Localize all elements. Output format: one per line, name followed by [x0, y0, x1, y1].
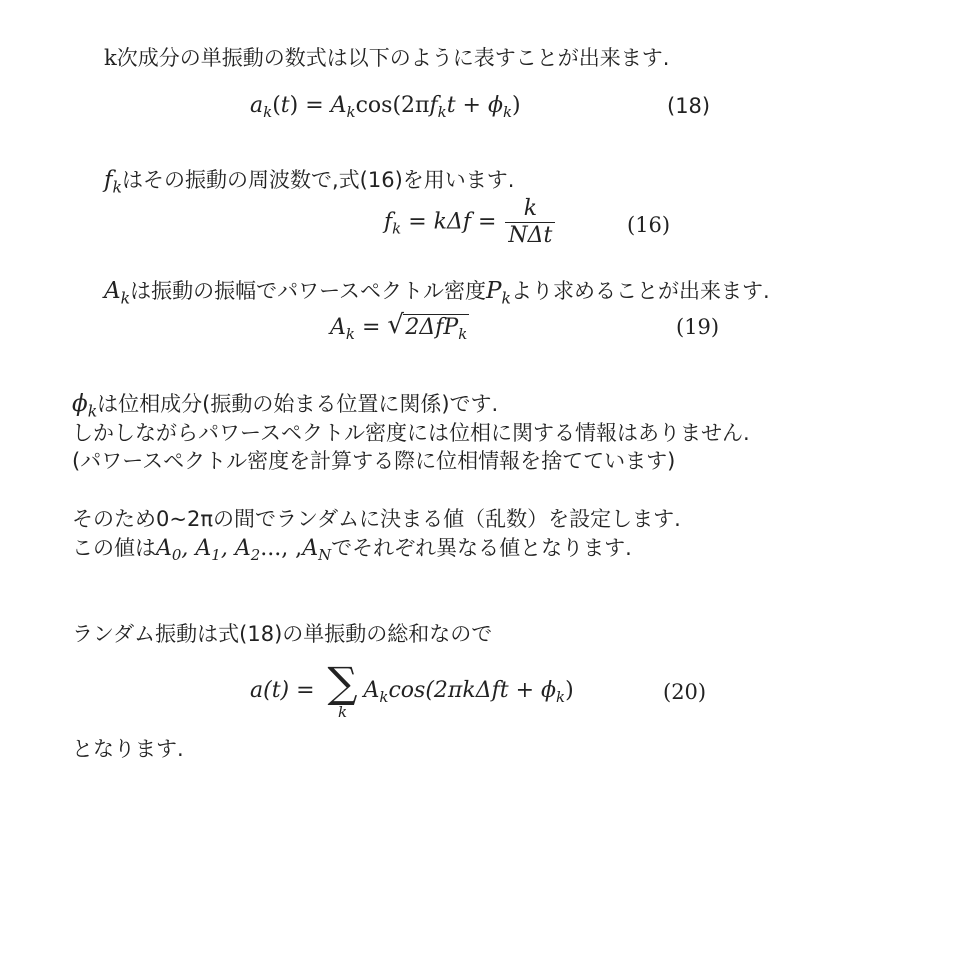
phase-line-1 [72, 390, 499, 421]
phi-k-symbol [72, 391, 98, 421]
eq20-phi-sub: k [556, 688, 566, 707]
eq18-phi: ϕ [487, 93, 503, 118]
eq19-A: A [330, 315, 346, 340]
list-A2: A [234, 536, 251, 561]
phase-line-2: しかしながらパワースペクトル密度には位相に関する情報はありません. [72, 421, 750, 445]
A-k-symbol [104, 278, 131, 308]
P-k-symbol [486, 278, 511, 308]
eq20-lhs: a(t) = [250, 678, 322, 703]
eq18-f: f [429, 93, 438, 118]
eq16-numerator: k [505, 196, 555, 223]
equation-20-label: (20) [663, 680, 707, 704]
equation-19-label: (19) [676, 315, 720, 339]
list-sub-N: N [318, 546, 332, 565]
list-A0: A [156, 536, 172, 561]
eq18-A: A [330, 93, 347, 118]
eq18-t: t [280, 93, 290, 118]
list-AN: A [302, 536, 319, 561]
equation-16 [384, 196, 557, 249]
list-sub-0: 0 [171, 546, 182, 565]
P-sub: k [501, 288, 511, 308]
equation-18-label: (18) [667, 94, 711, 118]
intro-sentence [104, 44, 669, 72]
eq19-P: P [443, 315, 459, 340]
eq16-mid: = kΔf = [401, 209, 504, 235]
intro-text: 次成分の単振動の数式は以下のように表すことが出来ます. [116, 46, 670, 70]
f-k-symbol [104, 167, 122, 197]
eq18-phi-sub: k [502, 103, 513, 122]
equation-19 [330, 310, 469, 344]
eq16-denominator: NΔt [508, 223, 553, 248]
list-sub-1: 1 [211, 546, 221, 565]
sum-index: k [337, 703, 348, 721]
frequency-sentence [104, 166, 515, 197]
A-symbol: A [104, 278, 121, 304]
amplitude-text-b: より求めることが出来ます. [511, 279, 770, 303]
eq18-sub: k [263, 103, 273, 122]
eq19-P-sub: k [458, 325, 468, 344]
equation-20 [250, 658, 574, 721]
phi-symbol: ϕ [72, 391, 88, 417]
amplitude-sentence [104, 277, 770, 308]
P-symbol: P [486, 278, 502, 304]
random-text-b: でそれぞれ異なる値となります. [331, 536, 632, 560]
sum-operator [327, 658, 358, 721]
random-line-2 [72, 534, 632, 563]
eq18-cos: cos(2π [355, 93, 430, 118]
phase-line-3: (パワースペクトル密度を計算する際に位相情報を捨てています) [72, 449, 676, 473]
k-symbol: k [104, 46, 117, 70]
eq18-f-sub: k [437, 103, 447, 122]
list-ellipsis: ..., , [260, 536, 303, 561]
eq18-close: ) [512, 93, 521, 118]
eq18-a: a [250, 93, 264, 118]
eq16-fraction [505, 196, 555, 249]
eq19-sub: k [345, 325, 355, 344]
eq19-sqrt [387, 310, 469, 344]
sum-line-1: ランダム振動は式(18)の単振動の総和なので [72, 622, 493, 646]
list-A1: A [195, 536, 212, 561]
eq18-A-sub: k [346, 103, 356, 122]
sqrt-icon: √ [387, 310, 404, 340]
eq16-sub: k [392, 219, 402, 238]
amplitude-text-a: は振動の振幅でパワースペクトル密度 [130, 279, 487, 303]
eq20-close: ) [565, 678, 574, 703]
sum-line-3: となります. [72, 737, 184, 761]
f-symbol: f [104, 167, 113, 193]
random-line-1: そのため0~2πの間でランダムに決まる値（乱数）を設定します. [72, 507, 681, 531]
A-sub: k [120, 288, 131, 308]
eq20-A-sub: k [379, 688, 389, 707]
list-sub-2: 2 [250, 546, 261, 565]
eq16-f: f [384, 209, 393, 235]
eq18-equals: = [298, 93, 331, 118]
amplitude-list: $A_0$, $A_1$, $A_2$..., $,A_N$ [156, 536, 332, 565]
frequency-text: はその振動の周波数で,式(16)を用います. [121, 168, 515, 192]
phi-sub: k [87, 401, 98, 421]
eq19-equals: = [354, 315, 388, 340]
eq19-body: 2Δf [405, 315, 444, 340]
eq20-phi: ϕ [541, 678, 557, 703]
eq20-body: cos(2πkΔft + [388, 678, 542, 703]
phase-text-1: は位相成分(振動の始まる位置に関係)です. [97, 392, 499, 416]
equation-18: $a_k(t) = A_k\cos(2\pi f_kt + \phi_k)$ [250, 93, 521, 122]
eq18-tail: t + [446, 93, 488, 118]
random-text-a: この値は [72, 536, 156, 560]
sigma-icon: ∑ [327, 658, 358, 707]
f-sub: k [112, 177, 122, 197]
eq20-A: A [363, 678, 380, 703]
equation-16-label: (16) [627, 213, 671, 237]
